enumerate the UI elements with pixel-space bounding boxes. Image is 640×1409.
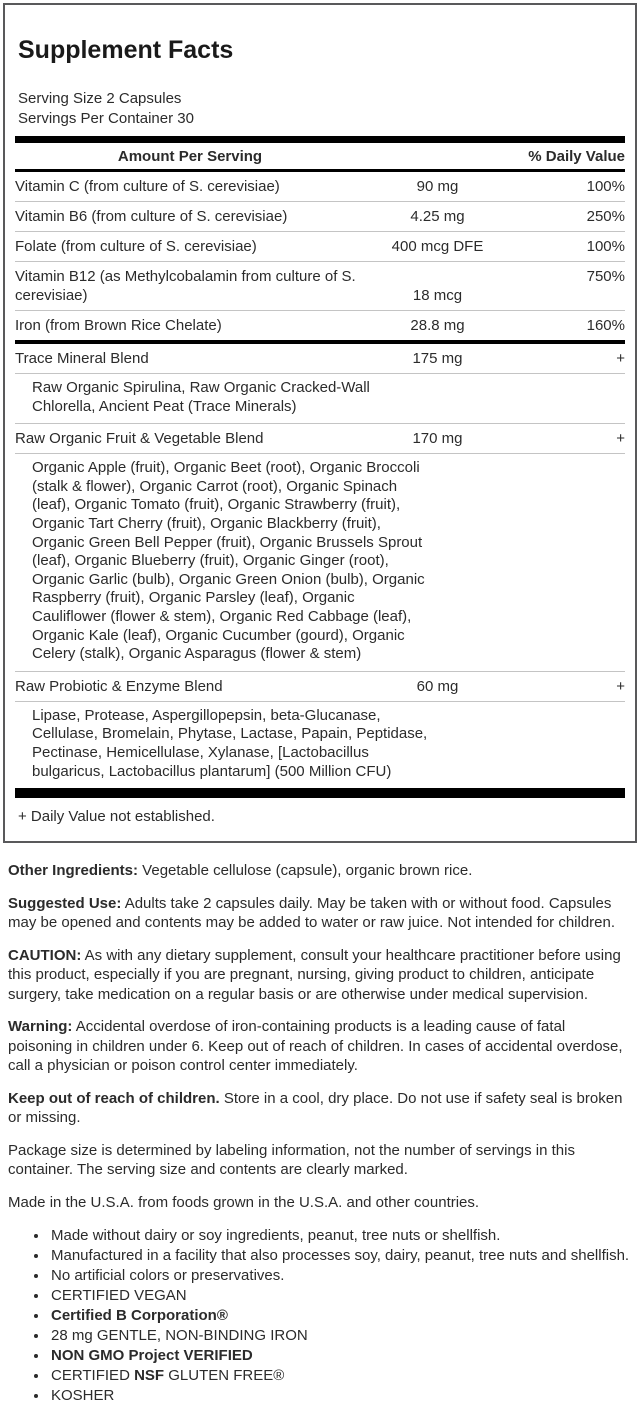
nutrient-name: Vitamin B6 (from culture of S. cerevisiae) (15, 202, 365, 232)
daily-value-footnote: + Daily Value not established. (18, 808, 215, 826)
blend-name: Trace Mineral Blend (15, 342, 365, 374)
serving-size: Serving Size 2 Capsules (18, 90, 182, 107)
table-row-vitamin-b6 (15, 202, 625, 232)
paragraph-text: Vegetable cellulose (capsule), organic brown rice. (138, 862, 473, 880)
product-feature-list (8, 1227, 632, 1405)
table-row-vitamin-c (15, 171, 625, 202)
feature-item: • No artificial colors or preservatives. (49, 1267, 632, 1285)
feature-item-part: CERTIFIED (51, 1367, 135, 1385)
nutrient-amount: 18 mcg (365, 262, 510, 311)
nutrient-dv: 160% (510, 311, 625, 343)
suggested-use-paragraph (8, 894, 632, 933)
table-row-trace-mineral-ingredients (15, 374, 625, 424)
feature-item (49, 1367, 632, 1385)
nutrient-dv: 100% (510, 171, 625, 202)
nutrient-dv: 100% (510, 232, 625, 262)
feature-item: • CERTIFIED VEGAN (49, 1287, 632, 1305)
blend-ingredients: Organic Apple (fruit), Organic Beet (root), Organic Broccoli (stalk & flower), Organic Carrot (root), Organic Spinach (leaf), Organic Tomato (fruit), Organic Strawberry (fruit), Organic Tart Cherry (fruit), Organic Blackberry (fruit), Organic Green Bell Pepper (fruit), Organic Brussels Sprout (leaf), Organic Blueberry (fruit), Organic Ginger (root), Organic Garlic (bulb), Organic Green Onion (bulb), Organic Raspberry (fruit), Organic Parsley (leaf), Organic Cauliflower (flower & stem), Organic Red Cabbage (leaf), Organic Kale (leaf), Organic Cucumber (gourd), Organic Celery (stalk), Organic Asparagus (flower & stem) (32, 459, 425, 663)
feature-item: • Manufactured in a facility that also processes soy, dairy, peanut, tree nuts and shellfish. (49, 1247, 632, 1265)
panel-title: Supplement Facts (18, 36, 234, 64)
table-row-probiotic-enzyme-ingredients (15, 701, 625, 793)
nutrient-amount: 90 mg (365, 171, 510, 202)
other-ingredients-paragraph (8, 861, 632, 881)
package-size-paragraph (8, 1141, 632, 1180)
feature-item: • 28 mg GENTLE, NON-BINDING IRON (49, 1327, 632, 1345)
table-row-trace-mineral-blend (15, 342, 625, 374)
keep-out-of-reach-paragraph (8, 1089, 632, 1128)
feature-item: • KOSHER (49, 1387, 632, 1405)
blend-ingredients: Lipase, Protease, Aspergillopepsin, beta-Glucanase, Cellulase, Bromelain, Phytase, Lactase, Papain, Peptidase, Pectinase, Hemicellulase, Xylanase, [Lactobacillus bulgaricus, Lactobacillus plantarum] (500 Million CFU) (32, 706, 428, 780)
table-row-fruit-vegetable-ingredients (15, 454, 625, 672)
paragraph-lead: Other Ingredients: (8, 862, 139, 880)
nutrient-name: Vitamin B12 (as Methylcobalamin from culture of S. cerevisiae) (15, 262, 365, 311)
feature-item-part: NSF (134, 1367, 165, 1385)
nutrient-amount: 400 mcg DFE (365, 232, 510, 262)
made-in-usa-paragraph (8, 1193, 632, 1213)
nutrient-name: Folate (from culture of S. cerevisiae) (15, 232, 365, 262)
nutrient-dv: 250% (510, 202, 625, 232)
table-header-row (15, 140, 625, 171)
paragraph-text: Adults take 2 capsules daily. May be taken with or without food. Capsules may be opened and contents may be added to water or raw juice. Not intended for children. (8, 894, 616, 932)
paragraph-text: Package size is determined by labeling information, not the number of servings in this container. The serving size and contents are clearly marked. (8, 1141, 575, 1179)
nutrient-name: Iron (from Brown Rice Chelate) (15, 311, 365, 343)
blend-amount: 60 mg (365, 671, 510, 701)
amount-per-serving-header: Amount Per Serving (15, 140, 365, 171)
paragraph-text: Made in the U.S.A. from foods grown in the U.S.A. and other countries. (8, 1193, 480, 1211)
nutrient-amount: 4.25 mg (365, 202, 510, 232)
table-row-folate (15, 232, 625, 262)
servings-per-container: Servings Per Container 30 (18, 110, 194, 127)
nutrient-name: Vitamin C (from culture of S. cerevisiae) (15, 171, 365, 202)
empty-header-cell (365, 140, 510, 171)
nutrient-amount: 28.8 mg (365, 311, 510, 343)
blend-ingredients: Raw Organic Spirulina, Raw Organic Cracked-Wall Chlorella, Ancient Peat (Trace Minerals) (32, 379, 370, 415)
blend-dv: + (510, 424, 625, 454)
daily-value-header: % Daily Value (510, 140, 625, 171)
feature-item: • Certified B Corporation® (49, 1307, 632, 1325)
feature-item: • NON GMO Project VERIFIED (49, 1347, 632, 1365)
supplement-facts-panel (3, 3, 637, 843)
blend-name: Raw Organic Fruit & Vegetable Blend (15, 424, 365, 454)
supplement-facts-table (15, 136, 625, 798)
caution-paragraph (8, 946, 632, 1005)
nutrient-dv: 750% (510, 262, 625, 311)
paragraph-lead: Keep out of reach of children. (8, 1089, 220, 1107)
table-row-probiotic-enzyme-blend (15, 671, 625, 701)
label-info-section (8, 861, 632, 1405)
table-row-vitamin-b12 (15, 262, 625, 311)
table-row-fruit-vegetable-blend (15, 424, 625, 454)
feature-item-part: GLUTEN FREE® (164, 1367, 285, 1385)
blend-dv: + (510, 671, 625, 701)
paragraph-lead: Suggested Use: (8, 894, 122, 912)
paragraph-text: Accidental overdose of iron-containing products is a leading cause of fatal poisoning in children under 6. Keep out of reach of children. In cases of accidental overdose, call a physician or poison control center immediately. (8, 1018, 623, 1075)
blend-amount: 175 mg (365, 342, 510, 374)
warning-paragraph (8, 1017, 632, 1076)
feature-item: • Made without dairy or soy ingredients, peanut, tree nuts or shellfish. (49, 1227, 632, 1245)
table-row-iron (15, 311, 625, 343)
blend-name: Raw Probiotic & Enzyme Blend (15, 671, 365, 701)
paragraph-lead: Warning: (8, 1018, 73, 1036)
paragraph-text: As with any dietary supplement, consult your healthcare practitioner before using this product, especially if you are pregnant, nursing, giving product to children, anticipate surgery, take medication on a regular basis or are otherwise under medical supervision. (8, 946, 621, 1003)
blend-dv: + (510, 342, 625, 374)
paragraph-lead: CAUTION: (8, 946, 82, 964)
paragraph-text: Store in a cool, dry place. Do not use if safety seal is broken or missing. (8, 1089, 623, 1127)
blend-amount: 170 mg (365, 424, 510, 454)
